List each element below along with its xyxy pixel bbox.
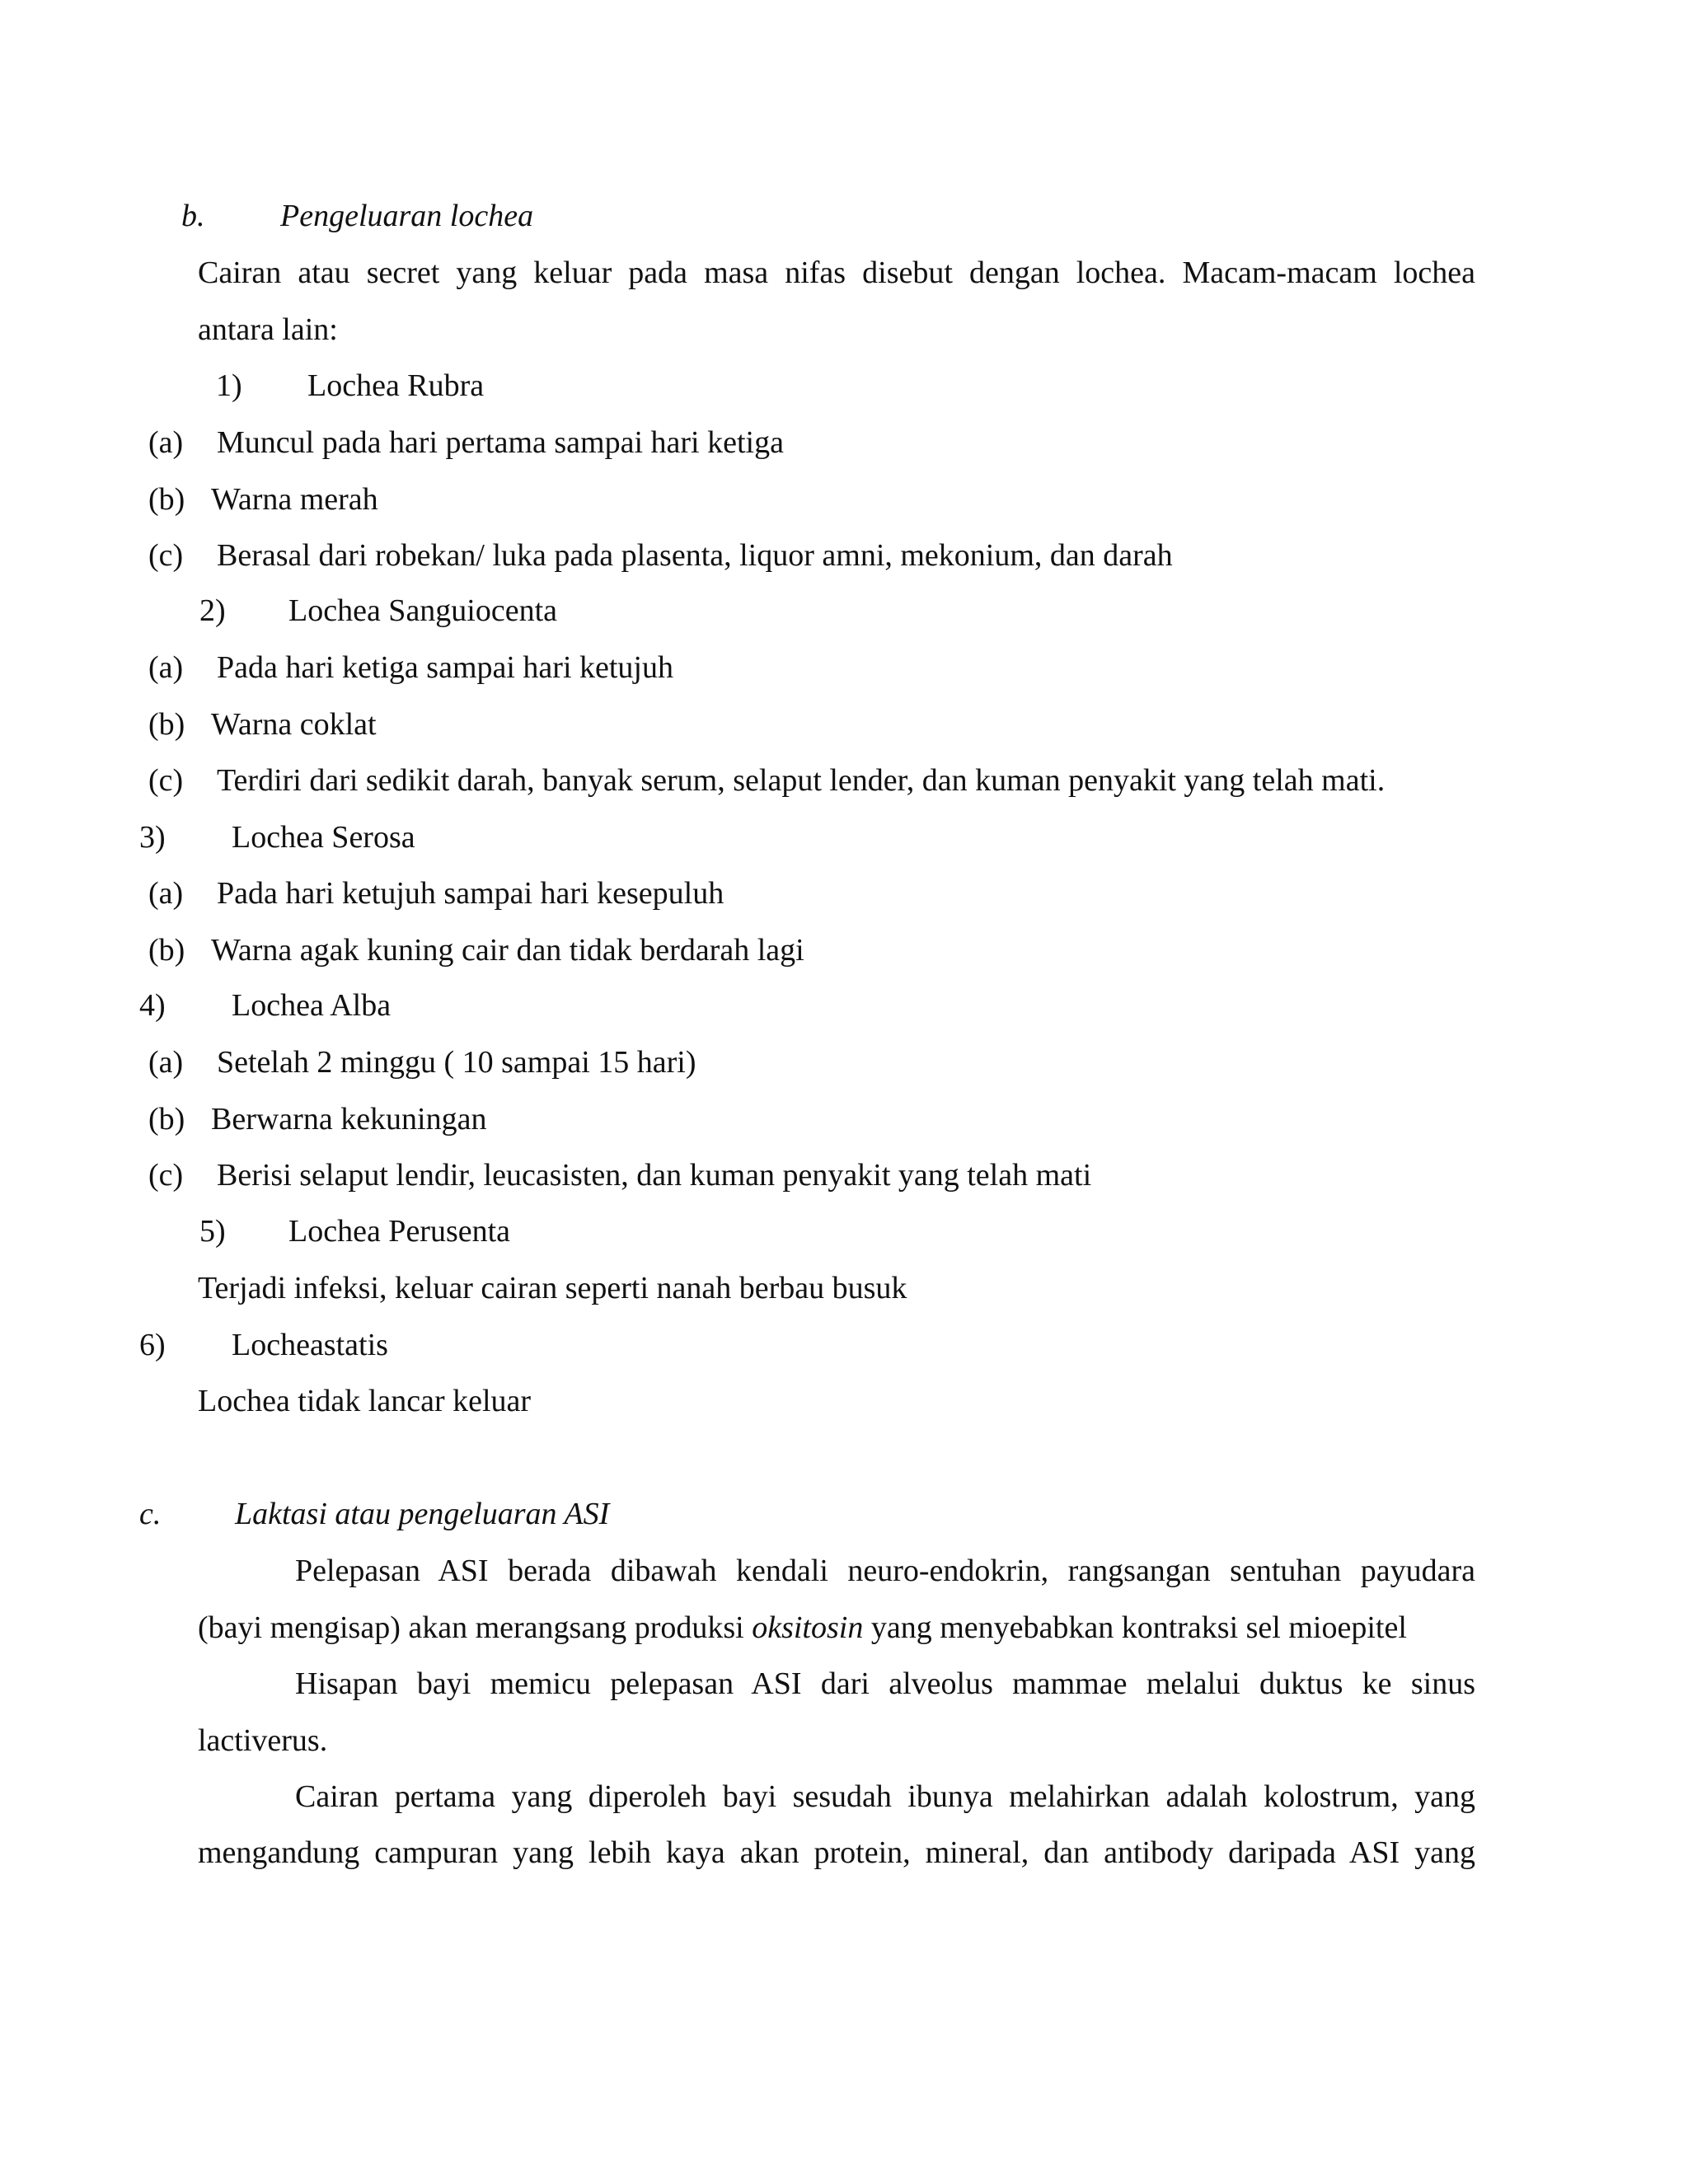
item-4-point-c-text: Berisi selaput lendir, leucasisten, dan kuman penyakit yang telah mati	[217, 1158, 1092, 1193]
section-c-p1-line1: Pelepasan ASI berada dibawah kendali neuro-endokrin, rangsangan sentuhan payudara	[295, 1554, 1475, 1588]
item-1-point-c-text: Berasal dari robekan/ luka pada plasenta, liquor amni, mekonium, dan darah	[217, 538, 1173, 573]
item-4-point-b-text: Berwarna kekuningan	[211, 1102, 487, 1137]
item-1-number: 1)	[216, 368, 242, 403]
oksitosin-term: oksitosin	[752, 1610, 864, 1645]
item-2-point-a-text: Pada hari ketiga sampai hari ketujuh	[217, 650, 673, 685]
item-3-point-a-text: Pada hari ketujuh sampai hari kesepuluh	[217, 876, 724, 911]
p1-line2-start: (bayi mengisap) akan merangsang produksi	[198, 1610, 753, 1645]
section-c-p2-line2: lactiverus.	[198, 1723, 328, 1758]
item-3-title: Lochea Serosa	[232, 820, 415, 855]
item-2-point-c-mark: (c)	[148, 763, 184, 798]
section-c-p2-line1: Hisapan bayi memicu pelepasan ASI dari alveolus mammae melalui duktus ke sinus	[295, 1666, 1475, 1701]
item-2-point-b-text: Warna coklat	[211, 707, 377, 742]
item-4-point-b-mark: (b)	[148, 1102, 185, 1137]
item-4-point-a-mark: (a)	[148, 1045, 184, 1080]
item-1-point-a-text: Muncul pada hari pertama sampai hari ketiga	[217, 425, 784, 460]
section-b-intro-line1: Cairan atau secret yang keluar pada masa nifas disebut dengan lochea. Macam-macam lochea	[198, 255, 1475, 290]
item-6-title: Locheastatis	[232, 1328, 388, 1362]
section-b-label: b.	[181, 199, 205, 233]
p1-line2-end: yang menyebabkan kontraksi sel mioepitel	[863, 1610, 1407, 1645]
item-3-point-b-text: Warna agak kuning cair dan tidak berdarah lagi	[211, 933, 804, 968]
section-c-p1-line2	[198, 1612, 1407, 1643]
item-1-point-a-mark: (a)	[148, 425, 184, 460]
item-5-description: Terjadi infeksi, keluar cairan seperti nanah berbau busuk	[198, 1271, 907, 1305]
section-c-p3-line1: Cairan pertama yang diperoleh bayi sesudah ibunya melahirkan adalah kolostrum, yang	[295, 1779, 1475, 1814]
section-c-label: c.	[139, 1497, 162, 1531]
item-2-point-c-text: Terdiri dari sedikit darah, banyak serum, selaput lender, dan kuman penyakit yang telah mati.	[217, 763, 1386, 798]
item-4-point-c-mark: (c)	[148, 1158, 184, 1193]
item-6-description: Lochea tidak lancar keluar	[198, 1384, 532, 1418]
item-1-point-c-mark: (c)	[148, 538, 184, 573]
item-4-number: 4)	[139, 988, 166, 1023]
item-6-number: 6)	[139, 1328, 166, 1362]
item-1-point-b-mark: (b)	[148, 482, 185, 517]
item-3-number: 3)	[139, 820, 166, 855]
item-2-title: Lochea Sanguiocenta	[288, 593, 558, 628]
item-5-title: Lochea Perusenta	[288, 1214, 511, 1249]
item-1-title: Lochea Rubra	[307, 368, 485, 403]
item-5-number: 5)	[199, 1214, 226, 1249]
item-3-point-b-mark: (b)	[148, 933, 185, 968]
section-c-heading: Laktasi atau pengeluaran ASI	[235, 1497, 610, 1531]
item-4-point-a-text: Setelah 2 minggu ( 10 sampai 15 hari)	[217, 1045, 696, 1080]
item-3-point-a-mark: (a)	[148, 876, 184, 911]
item-4-title: Lochea Alba	[232, 988, 392, 1023]
item-2-point-b-mark: (b)	[148, 707, 185, 742]
item-1-point-b-text: Warna merah	[211, 482, 378, 517]
item-2-point-a-mark: (a)	[148, 650, 184, 685]
item-2-number: 2)	[199, 593, 226, 628]
section-b-heading: Pengeluaran lochea	[280, 199, 534, 233]
section-b-intro-line2: antara lain:	[198, 312, 338, 347]
section-c-p3-line2: mengandung campuran yang lebih kaya akan protein, mineral, dan antibody daripada ASI yang	[198, 1835, 1475, 1870]
